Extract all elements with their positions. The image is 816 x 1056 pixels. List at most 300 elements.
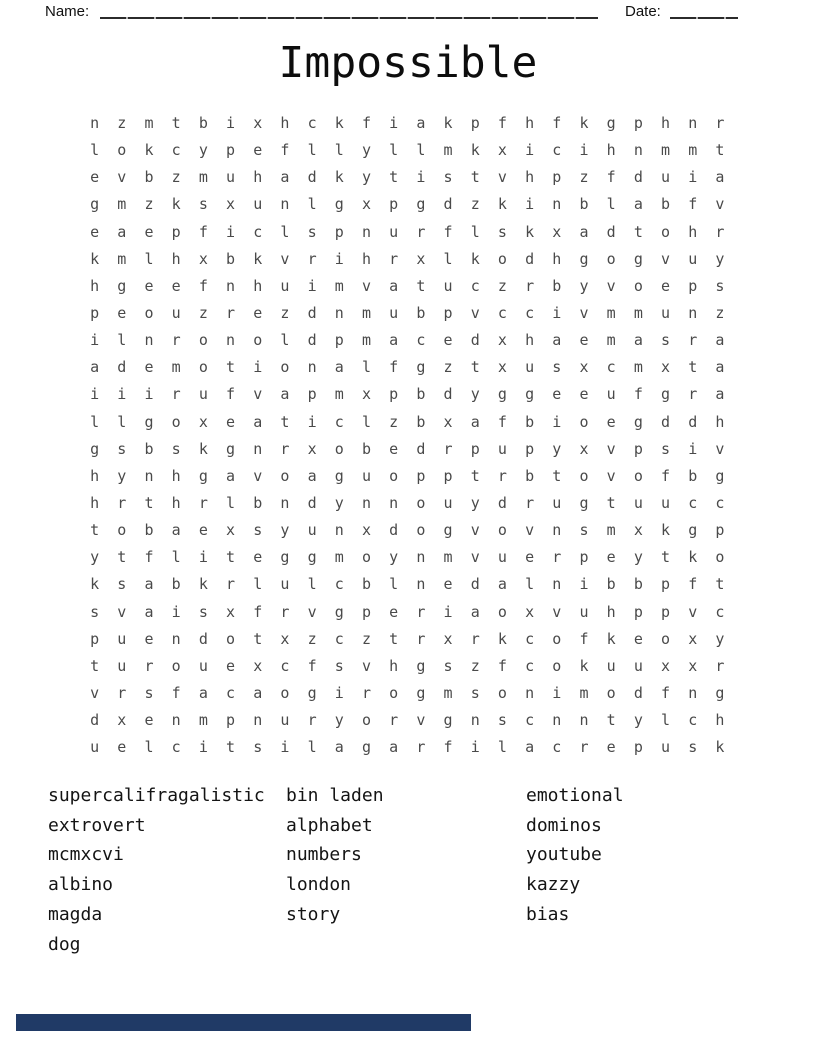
grid-letter: l [307, 738, 317, 757]
grid-letter: i [579, 575, 589, 594]
grid-row [81, 707, 734, 734]
grid-letter: s [253, 738, 263, 757]
grid-letter: p [552, 168, 562, 187]
grid-letter: m [117, 249, 127, 268]
grid-letter: o [606, 683, 616, 702]
grid-letter: p [226, 711, 236, 730]
grid-letter: i [198, 738, 208, 757]
grid-letter: s [552, 358, 562, 377]
grid-letter: l [389, 141, 399, 160]
grid-letter: e [226, 656, 236, 675]
grid-letter: y [334, 493, 344, 512]
grid-letter: m [443, 548, 453, 567]
grid-letter: v [307, 602, 317, 621]
grid-row [81, 626, 734, 653]
grid-letter: e [389, 602, 399, 621]
grid-letter: y [633, 548, 643, 567]
grid-letter: r [416, 222, 426, 241]
grid-letter: d [307, 168, 317, 187]
grid-letter: t [389, 629, 399, 648]
grid-letter: o [280, 466, 290, 485]
grid-letter: e [525, 548, 535, 567]
grid-letter: n [552, 521, 562, 540]
grid-letter: a [552, 331, 562, 350]
grid-letter: d [307, 303, 317, 322]
grid-letter: p [443, 303, 453, 322]
grid-letter: v [552, 602, 562, 621]
grid-letter: l [280, 222, 290, 241]
grid-letter: x [226, 521, 236, 540]
grid-letter: b [144, 439, 154, 458]
grid-letter: e [144, 629, 154, 648]
grid-letter: r [280, 602, 290, 621]
grid-letter: b [661, 195, 671, 214]
grid-letter: g [90, 195, 100, 214]
grid-letter: g [525, 385, 535, 404]
grid-letter: a [470, 602, 480, 621]
grid-letter: e [144, 276, 154, 295]
grid-letter: v [715, 195, 725, 214]
grid-letter: m [361, 303, 371, 322]
grid-letter: u [90, 738, 100, 757]
grid-letter: x [253, 114, 263, 132]
grid-letter: u [389, 303, 399, 322]
grid-letter: o [416, 521, 426, 540]
grid-letter: r [688, 331, 698, 350]
grid-letter: u [117, 629, 127, 648]
grid-letter: a [253, 683, 263, 702]
grid-letter: x [579, 358, 589, 377]
grid-letter: v [117, 602, 127, 621]
grid-letter: y [633, 711, 643, 730]
grid-letter: a [334, 358, 344, 377]
word-list-item: extrovert [48, 814, 146, 836]
grid-letter: i [90, 331, 100, 350]
grid-letter: c [226, 683, 236, 702]
grid-letter: h [253, 276, 263, 295]
grid-letter: e [443, 575, 453, 594]
grid-letter: o [253, 331, 263, 350]
grid-letter: d [307, 331, 317, 350]
grid-letter: x [307, 439, 317, 458]
grid-letter: i [416, 168, 426, 187]
grid-letter: p [389, 195, 399, 214]
grid-letter: a [171, 521, 181, 540]
grid-letter: a [715, 385, 725, 404]
grid-letter: f [497, 114, 507, 132]
grid-letter: m [606, 303, 616, 322]
grid-letter: b [144, 521, 154, 540]
grid-row [81, 544, 734, 571]
grid-letter: l [470, 222, 480, 241]
grid-letter: g [280, 548, 290, 567]
grid-letter: h [715, 711, 725, 730]
grid-letter: r [416, 629, 426, 648]
grid-letter: l [226, 493, 236, 512]
grid-letter: s [117, 439, 127, 458]
grid-letter: b [198, 114, 208, 132]
grid-letter: t [688, 358, 698, 377]
grid-letter: x [497, 141, 507, 160]
grid-letter: n [90, 114, 100, 132]
grid-letter: i [525, 195, 535, 214]
grid-letter: a [144, 575, 154, 594]
grid-letter: h [171, 249, 181, 268]
grid-letter: a [715, 168, 725, 187]
grid-letter: a [253, 412, 263, 431]
grid-letter: e [606, 412, 616, 431]
grid-letter: n [334, 521, 344, 540]
grid-letter: e [144, 711, 154, 730]
grid-letter: b [361, 439, 371, 458]
grid-letter: y [470, 385, 480, 404]
grid-letter: x [579, 439, 589, 458]
grid-letter: s [144, 683, 154, 702]
grid-letter: z [579, 168, 589, 187]
grid-letter: s [470, 683, 480, 702]
grid-letter: i [198, 548, 208, 567]
grid-letter: d [198, 629, 208, 648]
grid-letter: m [661, 141, 671, 160]
grid-letter: s [90, 602, 100, 621]
grid-letter: m [334, 385, 344, 404]
grid-letter: e [117, 303, 127, 322]
word-column [286, 781, 384, 930]
grid-letter: b [416, 412, 426, 431]
grid-letter: n [144, 466, 154, 485]
grid-letter: f [198, 276, 208, 295]
grid-letter: m [606, 521, 616, 540]
grid-letter: t [171, 114, 181, 132]
grid-letter: t [226, 738, 236, 757]
word-column [526, 781, 624, 930]
grid-letter: r [280, 439, 290, 458]
grid-letter: o [552, 656, 562, 675]
grid-letter: m [171, 358, 181, 377]
grid-letter: t [715, 141, 725, 160]
grid-letter: e [579, 331, 589, 350]
grid-letter: h [525, 331, 535, 350]
grid-letter: x [688, 656, 698, 675]
grid-letter: i [117, 385, 127, 404]
grid-letter: u [443, 493, 453, 512]
grid-letter: p [90, 303, 100, 322]
grid-letter: v [715, 439, 725, 458]
grid-letter: l [307, 575, 317, 594]
grid-letter: f [307, 656, 317, 675]
name-label: Name: [45, 3, 90, 20]
grid-letter: n [226, 276, 236, 295]
grid-letter: l [117, 331, 127, 350]
grid-letter: d [633, 683, 643, 702]
grid-letter: o [661, 222, 671, 241]
grid-letter: u [497, 548, 507, 567]
grid-letter: y [90, 548, 100, 567]
grid-letter: y [117, 466, 127, 485]
grid-row [81, 490, 734, 517]
grid-letter: i [688, 439, 698, 458]
grid-letter: r [307, 249, 317, 268]
grid-letter: p [633, 439, 643, 458]
grid-letter: k [198, 575, 208, 594]
grid-letter: m [198, 711, 208, 730]
grid-letter: u [661, 303, 671, 322]
grid-letter: x [253, 656, 263, 675]
grid-letter: e [90, 222, 100, 241]
grid-letter: n [361, 222, 371, 241]
grid-letter: t [470, 466, 480, 485]
grid-letter: d [633, 168, 643, 187]
grid-letter: f [579, 629, 589, 648]
word-list-item: story [286, 903, 341, 925]
grid-letter: c [688, 711, 698, 730]
grid-letter: i [552, 683, 562, 702]
grid-letter: n [525, 683, 535, 702]
grid-letter: m [606, 331, 616, 350]
grid-letter: g [443, 711, 453, 730]
grid-letter: o [389, 466, 399, 485]
grid-letter: t [416, 276, 426, 295]
grid-letter: z [117, 114, 127, 132]
grid-letter: u [280, 711, 290, 730]
word-list-item: bias [526, 903, 570, 925]
grid-letter: m [334, 548, 344, 567]
grid-letter: n [416, 548, 426, 567]
grid-letter: y [280, 521, 290, 540]
grid-letter: i [334, 683, 344, 702]
grid-letter: d [525, 249, 535, 268]
grid-letter: b [226, 249, 236, 268]
grid-letter: g [661, 385, 671, 404]
grid-letter: e [144, 222, 154, 241]
grid-letter: l [253, 575, 263, 594]
grid-letter: i [552, 303, 562, 322]
grid-letter: l [606, 195, 616, 214]
grid-letter: o [144, 303, 154, 322]
grid-letter: c [470, 276, 480, 295]
grid-letter: v [606, 439, 616, 458]
grid-letter: v [416, 711, 426, 730]
grid-letter: n [552, 195, 562, 214]
grid-letter: u [443, 276, 453, 295]
grid-letter: r [688, 385, 698, 404]
grid-letter: d [443, 195, 453, 214]
grid-letter: p [661, 575, 671, 594]
grid-letter: s [579, 521, 589, 540]
grid-letter: g [715, 466, 725, 485]
grid-letter: l [144, 249, 154, 268]
grid-letter: g [307, 683, 317, 702]
grid-letter: o [579, 466, 589, 485]
grid-letter: p [416, 466, 426, 485]
grid-letter: x [497, 358, 507, 377]
grid-letter: d [389, 521, 399, 540]
grid-letter: e [253, 548, 263, 567]
grid-letter: p [633, 114, 643, 132]
grid-letter: c [307, 114, 317, 132]
grid-letter: r [361, 683, 371, 702]
grid-letter: e [171, 276, 181, 295]
grid-letter: m [633, 358, 643, 377]
grid-letter: y [334, 711, 344, 730]
grid-letter: g [334, 602, 344, 621]
word-list-item: alphabet [286, 814, 373, 836]
grid-letter: l [307, 195, 317, 214]
grid-letter: d [470, 331, 480, 350]
grid-letter: n [280, 195, 290, 214]
grid-letter: f [661, 466, 671, 485]
grid-letter: o [171, 656, 181, 675]
grid-letter: b [416, 385, 426, 404]
grid-letter: l [416, 141, 426, 160]
grid-letter: k [470, 249, 480, 268]
grid-letter: c [715, 602, 725, 621]
grid-letter: f [389, 358, 399, 377]
grid-letter: a [715, 331, 725, 350]
grid-letter: a [633, 195, 643, 214]
grid-letter: n [307, 358, 317, 377]
grid-letter: y [715, 249, 725, 268]
grid-letter: v [579, 303, 589, 322]
grid-letter: r [198, 493, 208, 512]
grid-row [81, 653, 734, 680]
grid-letter: d [307, 493, 317, 512]
grid-letter: x [661, 656, 671, 675]
grid-letter: x [226, 195, 236, 214]
grid-letter: m [361, 331, 371, 350]
grid-letter: c [497, 303, 507, 322]
grid-letter: g [416, 358, 426, 377]
grid-letter: g [90, 439, 100, 458]
grid-letter: y [361, 168, 371, 187]
grid-letter: g [334, 195, 344, 214]
grid-letter: k [525, 222, 535, 241]
grid-letter: s [661, 331, 671, 350]
grid-letter: d [661, 412, 671, 431]
grid-letter: t [90, 656, 100, 675]
grid-letter: r [171, 331, 181, 350]
grid-letter: l [525, 575, 535, 594]
grid-letter: r [117, 493, 127, 512]
grid-letter: r [470, 629, 480, 648]
grid-letter: g [361, 738, 371, 757]
grid-letter: b [633, 575, 643, 594]
word-list-item: youtube [526, 844, 602, 866]
grid-letter: y [389, 548, 399, 567]
grid-letter: z [497, 276, 507, 295]
grid-letter: f [253, 602, 263, 621]
word-list-item: dog [48, 933, 81, 955]
grid-letter: c [525, 656, 535, 675]
grid-letter: u [688, 249, 698, 268]
grid-letter: k [198, 439, 208, 458]
grid-letter: i [334, 249, 344, 268]
grid-letter: i [280, 738, 290, 757]
grid-letter: n [688, 114, 698, 132]
grid-letter: g [334, 466, 344, 485]
grid-letter: c [334, 629, 344, 648]
grid-letter: k [579, 114, 589, 132]
grid-letter: e [226, 412, 236, 431]
grid-letter: a [144, 602, 154, 621]
grid-letter: o [633, 466, 643, 485]
grid-letter: z [280, 303, 290, 322]
grid-letter: i [389, 114, 399, 132]
grid-letter: b [688, 466, 698, 485]
grid-letter: u [497, 439, 507, 458]
grid-letter: o [117, 141, 127, 160]
grid-letter: a [198, 683, 208, 702]
grid-letter: o [579, 412, 589, 431]
grid-letter: x [525, 602, 535, 621]
grid-letter: f [661, 683, 671, 702]
grid-letter: b [361, 575, 371, 594]
grid-letter: u [226, 168, 236, 187]
grid-letter: e [552, 385, 562, 404]
grid-letter: u [171, 303, 181, 322]
grid-letter: y [715, 629, 725, 648]
grid-letter: t [470, 358, 480, 377]
grid-letter: v [688, 602, 698, 621]
grid-letter: e [117, 738, 127, 757]
grid-letter: t [661, 548, 671, 567]
grid-letter: n [416, 575, 426, 594]
grid-letter: d [117, 358, 127, 377]
grid-letter: i [307, 276, 317, 295]
grid-letter: k [497, 629, 507, 648]
grid-letter: h [688, 222, 698, 241]
word-column [48, 781, 265, 959]
grid-letter: u [280, 575, 290, 594]
grid-letter: n [389, 493, 399, 512]
grid-row [81, 110, 734, 137]
grid-letter: v [606, 276, 616, 295]
grid-letter: r [579, 738, 589, 757]
grid-letter: g [144, 412, 154, 431]
date-blank-line [670, 17, 738, 19]
grid-letter: p [334, 222, 344, 241]
grid-letter: l [361, 412, 371, 431]
grid-letter: g [715, 683, 725, 702]
grid-letter: p [90, 629, 100, 648]
grid-letter: u [253, 195, 263, 214]
grid-letter: g [226, 439, 236, 458]
grid-letter: g [307, 548, 317, 567]
grid-letter: c [552, 141, 562, 160]
grid-letter: o [497, 602, 507, 621]
grid-letter: n [579, 711, 589, 730]
grid-letter: c [715, 493, 725, 512]
grid-letter: z [470, 195, 480, 214]
grid-letter: u [389, 222, 399, 241]
grid-row [81, 463, 734, 490]
grid-letter: k [688, 548, 698, 567]
grid-letter: h [606, 602, 616, 621]
grid-letter: o [416, 493, 426, 512]
grid-letter: v [361, 656, 371, 675]
grid-letter: p [443, 466, 453, 485]
grid-letter: c [171, 141, 181, 160]
grid-letter: m [579, 683, 589, 702]
grid-letter: c [171, 738, 181, 757]
grid-letter: u [552, 493, 562, 512]
grid-letter: n [688, 303, 698, 322]
grid-letter: e [661, 276, 671, 295]
grid-letter: l [144, 738, 154, 757]
grid-letter: c [280, 656, 290, 675]
grid-letter: a [470, 412, 480, 431]
grid-letter: o [198, 331, 208, 350]
